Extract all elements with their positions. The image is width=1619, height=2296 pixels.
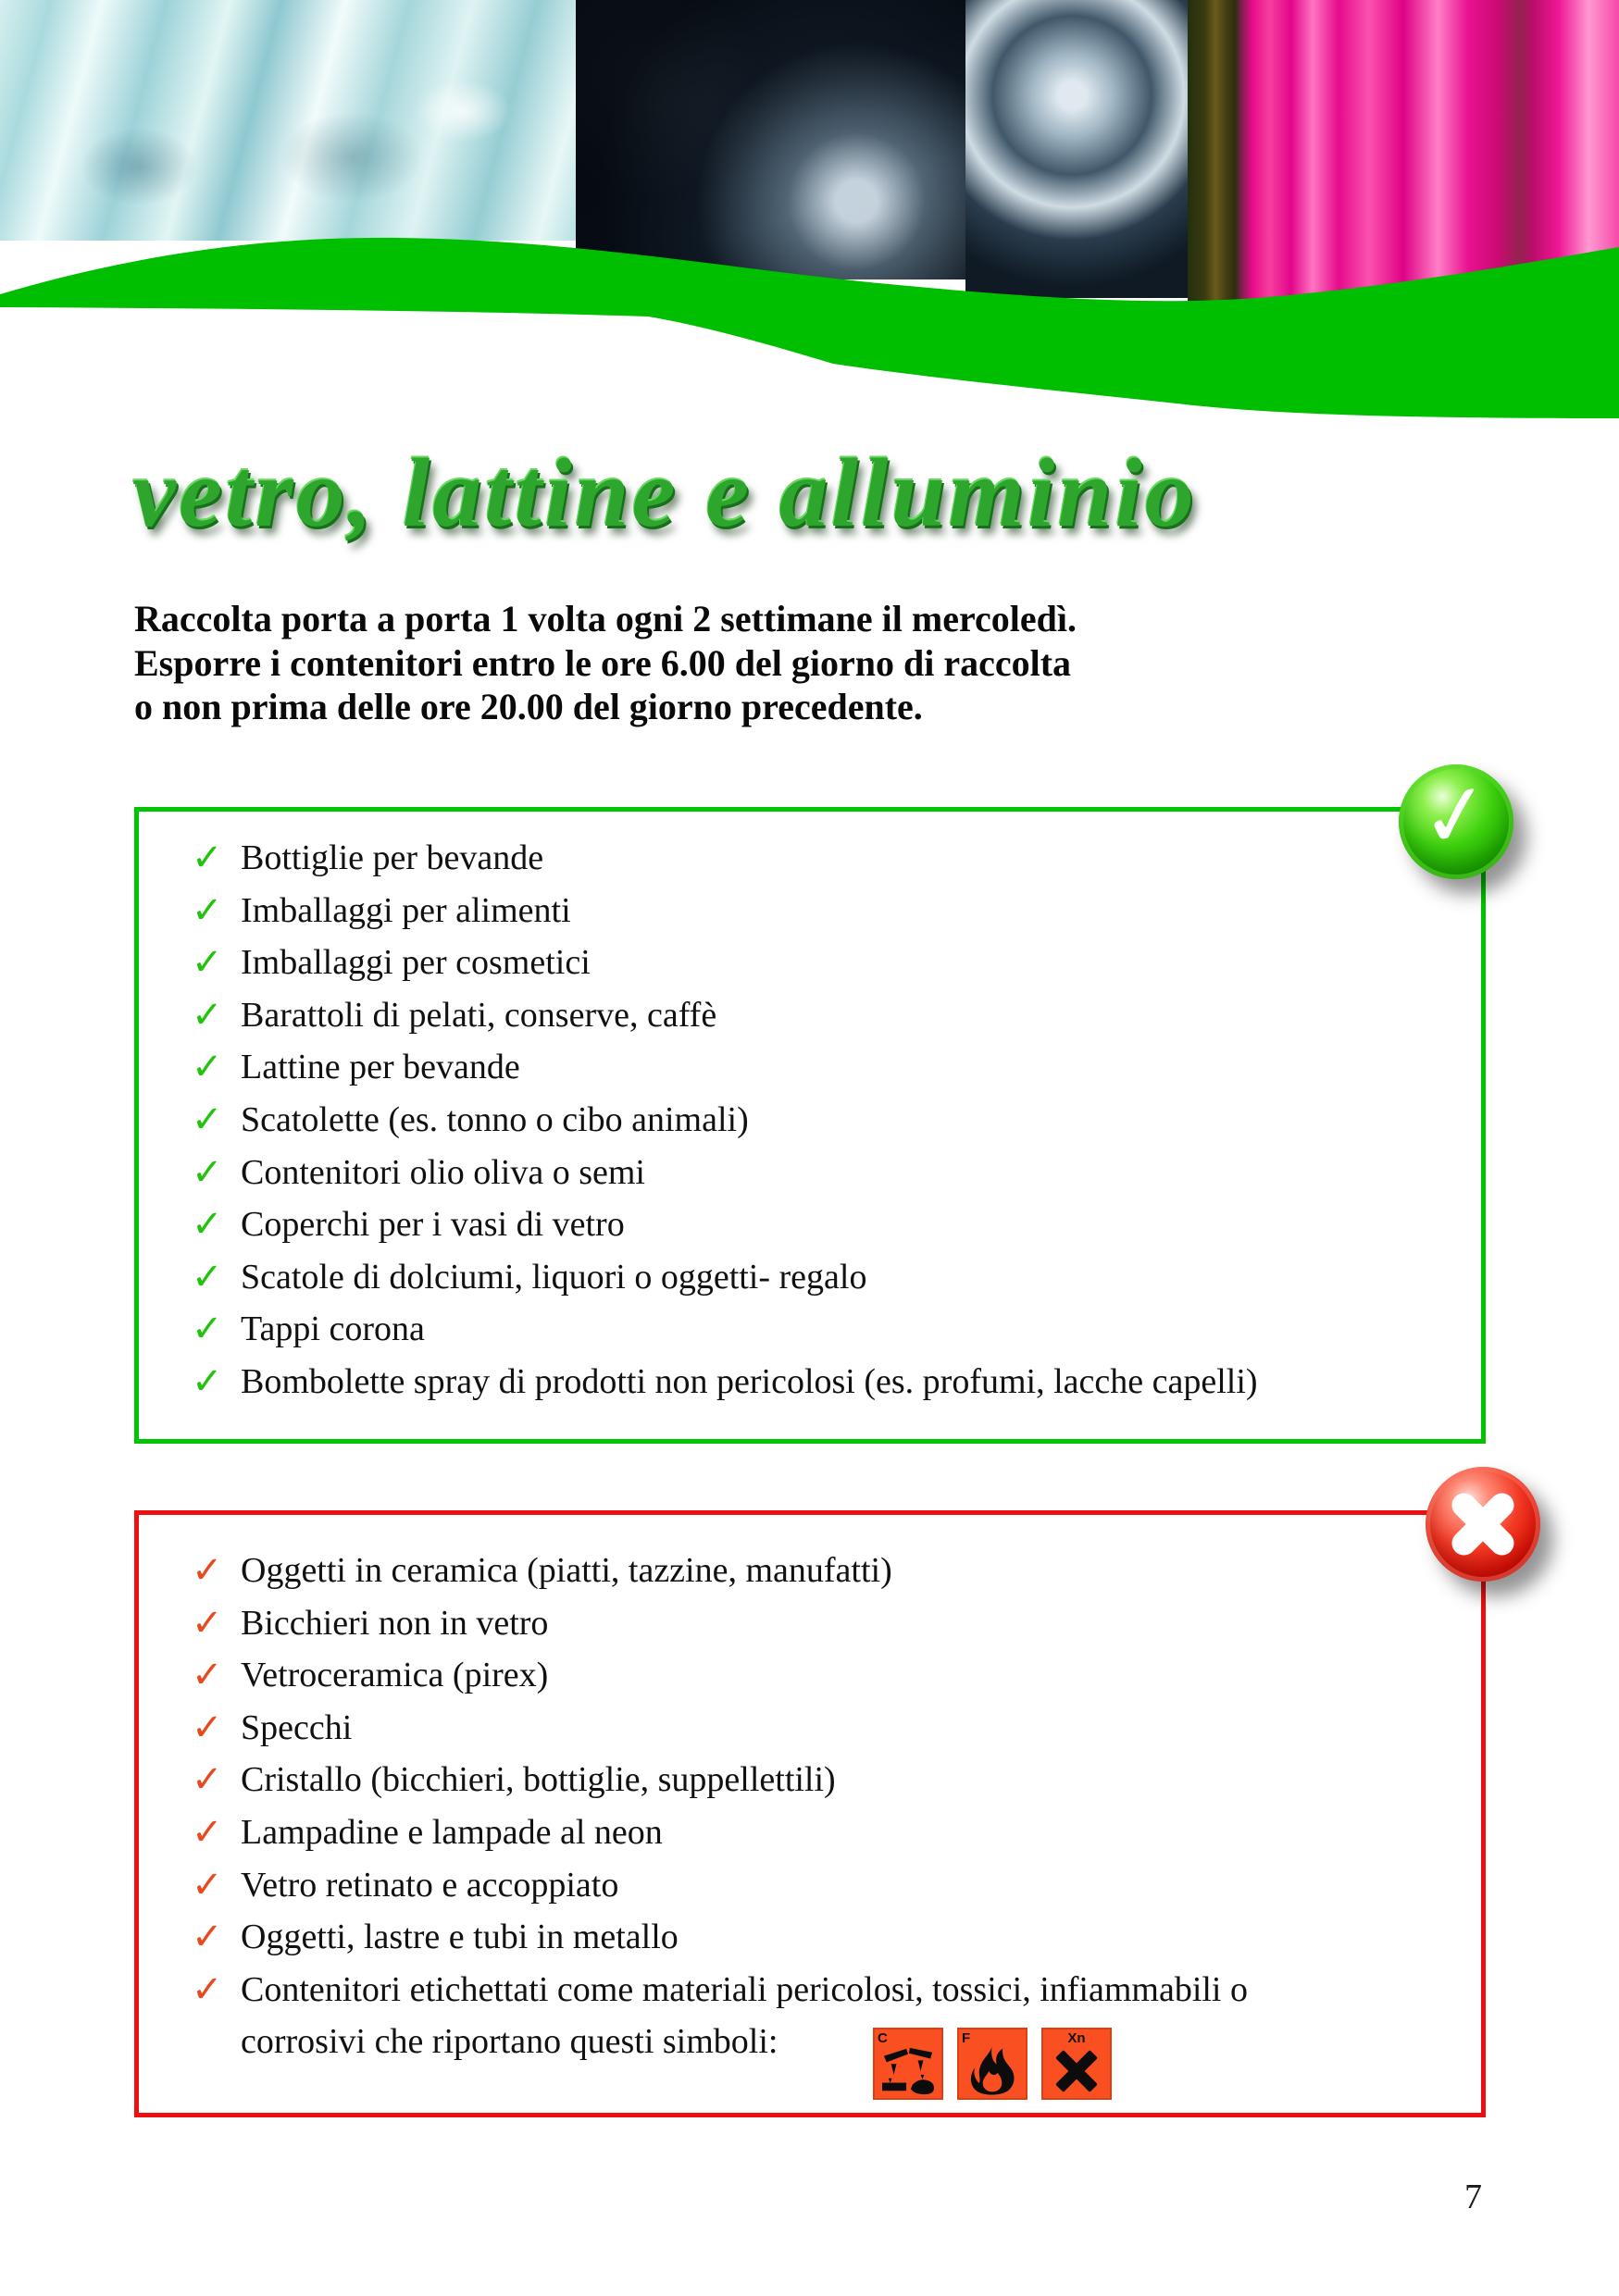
list-item: ✓ Bicchieri non in vetro bbox=[139, 1597, 1481, 1650]
list-item: ✓ Contenitori olio oliva o semi bbox=[139, 1147, 1481, 1199]
check-icon: ✓ bbox=[192, 1203, 223, 1247]
harmful-symbol-icon bbox=[1041, 2028, 1112, 2100]
list-item: ✓ Vetroceramica (pirex) bbox=[139, 1649, 1481, 1702]
list-item: ✓ Oggetti in ceramica (piatti, tazzine, manufatti) bbox=[139, 1545, 1481, 1597]
list-item: ✓ Specchi bbox=[139, 1702, 1481, 1755]
intro-line: Esporre i contenitori entro le ore 6.00 del giorno di raccolta bbox=[134, 641, 1072, 684]
check-icon: ✓ bbox=[192, 1549, 223, 1592]
flammable-symbol-icon bbox=[957, 2028, 1027, 2100]
corrosive-pictogram bbox=[879, 2045, 937, 2097]
list-item: ✓ Imballaggi per alimenti bbox=[139, 885, 1481, 937]
list-item: ✓ Cristallo (bicchieri, bottiglie, suppellettili) bbox=[139, 1754, 1481, 1806]
check-icon: ✓ bbox=[192, 1601, 223, 1644]
page-title: vetro, lattine e alluminio bbox=[132, 439, 1197, 547]
intro-line: o non prima delle ore 20.00 del giorno precedente. bbox=[134, 686, 923, 728]
check-icon: ✓ bbox=[192, 1863, 223, 1906]
check-icon: ✓ bbox=[192, 1758, 223, 1802]
list-item: ✓ Coperchi per i vasi di vetro bbox=[139, 1198, 1481, 1251]
hazard-code-label: Xn bbox=[1067, 2030, 1086, 2046]
forbidden-items-list bbox=[139, 1545, 1481, 2068]
check-icon: ✓ bbox=[192, 941, 223, 985]
check-icon: ✓ bbox=[192, 837, 223, 879]
hazard-code-label: C bbox=[878, 2030, 888, 2046]
hazard-symbols-row bbox=[873, 2028, 1112, 2100]
intro-line: Raccolta porta a porta 1 volta ogni 2 settimane il mercoledì. bbox=[134, 598, 1077, 639]
check-icon: ✓ bbox=[192, 1255, 223, 1298]
hazard-code-label: F bbox=[962, 2030, 971, 2046]
check-icon: ✓ bbox=[192, 1359, 223, 1403]
list-item: ✓ Lattine per bevande bbox=[139, 1041, 1481, 1094]
check-icon: ✓ bbox=[192, 1308, 223, 1351]
page-number: 7 bbox=[1464, 2178, 1482, 2216]
allowed-items-list bbox=[139, 832, 1481, 1409]
check-icon: ✓ bbox=[192, 1810, 223, 1854]
check-icon: ✓ bbox=[192, 888, 223, 932]
allowed-check-badge-icon bbox=[1399, 764, 1513, 879]
flame-pictogram bbox=[965, 2043, 1019, 2097]
collection-info-text bbox=[134, 597, 1077, 729]
list-item: ✓ Barattoli di pelati, conserve, caffè bbox=[139, 989, 1481, 1042]
white-check-icon: ✓ bbox=[1414, 762, 1499, 870]
check-icon: ✓ bbox=[192, 1098, 223, 1141]
check-icon: ✓ bbox=[192, 1967, 223, 2011]
list-item: ✓ Contenitori etichettati come materiali pericolosi, tossici, infiammabili o corrosivi che riportano questi simboli: bbox=[139, 1964, 1481, 2068]
green-wave-swoosh bbox=[0, 0, 1619, 463]
x-cross-pictogram bbox=[1050, 2045, 1103, 2097]
check-icon: ✓ bbox=[192, 1150, 223, 1194]
forbidden-cross-badge-icon bbox=[1426, 1467, 1540, 1582]
list-item: ✓ Imballaggi per cosmetici bbox=[139, 937, 1481, 989]
forbidden-items-box bbox=[134, 1510, 1486, 2117]
list-item: ✓ Scatole di dolciumi, liquori o oggetti- regalo bbox=[139, 1251, 1481, 1304]
allowed-items-box bbox=[134, 807, 1486, 1444]
list-item: ✓ Tappi corona bbox=[139, 1303, 1481, 1356]
list-item: ✓ Bottiglie per bevande bbox=[139, 832, 1481, 885]
list-item: ✓ Bombolette spray di prodotti non pericolosi (es. profumi, lacche capelli) bbox=[139, 1356, 1481, 1409]
list-item: ✓ Lampadine e lampade al neon bbox=[139, 1806, 1481, 1859]
list-item: ✓ Oggetti, lastre e tubi in metallo bbox=[139, 1911, 1481, 1964]
list-item: ✓ Scatolette (es. tonno o cibo animali) bbox=[139, 1094, 1481, 1147]
corrosive-symbol-icon bbox=[873, 2028, 943, 2100]
check-icon: ✓ bbox=[192, 1916, 223, 1959]
list-item: ✓ Vetro retinato e accoppiato bbox=[139, 1859, 1481, 1912]
check-icon: ✓ bbox=[192, 1654, 223, 1697]
check-icon: ✓ bbox=[192, 1706, 223, 1749]
check-icon: ✓ bbox=[192, 993, 223, 1036]
check-icon: ✓ bbox=[192, 1046, 223, 1089]
